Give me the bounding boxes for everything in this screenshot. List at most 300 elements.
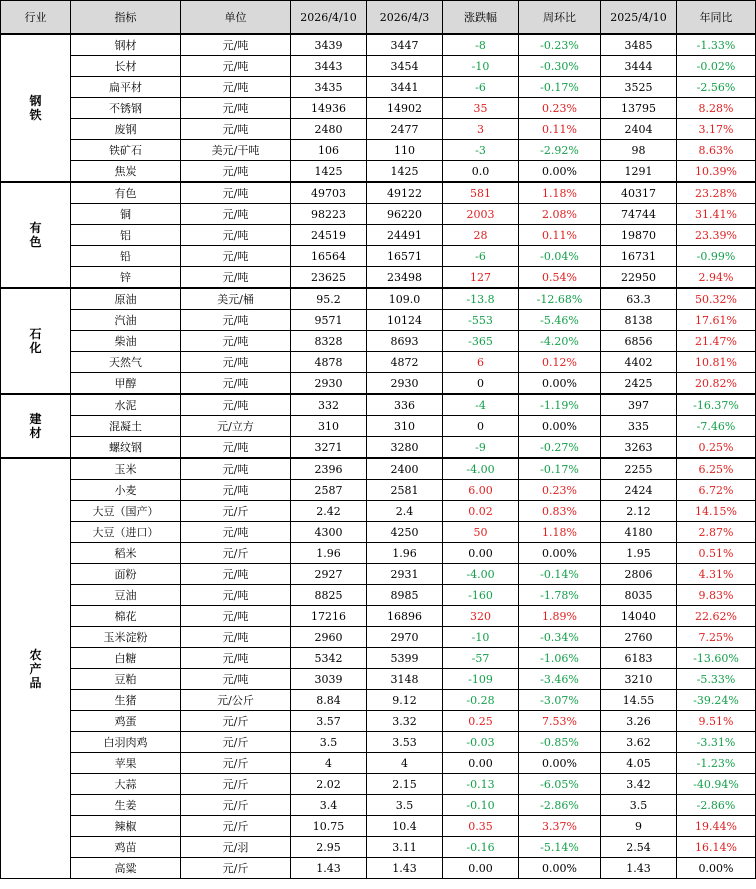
yoy-cell: 0.25% (677, 437, 756, 459)
change-cell: 0.00 (443, 753, 519, 774)
last-year-value-cell: 4402 (601, 352, 677, 373)
current-value-cell: 10.75 (291, 816, 367, 837)
header-indicator: 指标 (71, 1, 181, 35)
yoy-cell: 9.83% (677, 585, 756, 606)
wow-cell: -0.04% (519, 246, 601, 267)
current-value-cell: 4300 (291, 522, 367, 543)
indicator-cell: 锌 (71, 267, 181, 289)
indicator-cell: 有色 (71, 182, 181, 204)
wow-cell: -2.92% (519, 140, 601, 161)
current-value-cell: 2960 (291, 627, 367, 648)
indicator-cell: 生姜 (71, 795, 181, 816)
previous-value-cell: 5399 (367, 648, 443, 669)
indicator-cell: 铁矿石 (71, 140, 181, 161)
indicator-cell: 稻米 (71, 543, 181, 564)
unit-cell: 元/斤 (181, 858, 291, 879)
yoy-cell: 6.25% (677, 458, 756, 480)
wow-cell: -12.68% (519, 288, 601, 310)
yoy-cell: -2.86% (677, 795, 756, 816)
table-row (1, 669, 756, 690)
unit-cell: 元/斤 (181, 816, 291, 837)
table-row (1, 774, 756, 795)
last-year-value-cell: 8035 (601, 585, 677, 606)
change-cell: -3 (443, 140, 519, 161)
previous-value-cell: 3441 (367, 77, 443, 98)
current-value-cell: 17216 (291, 606, 367, 627)
unit-cell: 元/吨 (181, 627, 291, 648)
table-row (1, 480, 756, 501)
table-row (1, 77, 756, 98)
change-cell: 0.00 (443, 543, 519, 564)
unit-cell: 元/吨 (181, 246, 291, 267)
table-row (1, 837, 756, 858)
header-unit: 单位 (181, 1, 291, 35)
yoy-cell: 8.28% (677, 98, 756, 119)
table-row (1, 182, 756, 204)
indicator-cell: 玉米淀粉 (71, 627, 181, 648)
change-cell: 0.00 (443, 858, 519, 879)
unit-cell: 元/吨 (181, 225, 291, 246)
current-value-cell: 16564 (291, 246, 367, 267)
table-row (1, 246, 756, 267)
current-value-cell: 3435 (291, 77, 367, 98)
table-row (1, 458, 756, 480)
current-value-cell: 8328 (291, 331, 367, 352)
change-cell: -8 (443, 34, 519, 56)
change-cell: -4.00 (443, 458, 519, 480)
table-row (1, 585, 756, 606)
indicator-cell: 豆油 (71, 585, 181, 606)
industry-cell (1, 458, 71, 879)
indicator-cell: 白羽肉鸡 (71, 732, 181, 753)
wow-cell: 0.12% (519, 352, 601, 373)
yoy-cell: 50.32% (677, 288, 756, 310)
current-value-cell: 2587 (291, 480, 367, 501)
wow-cell: -5.46% (519, 310, 601, 331)
yoy-cell: 23.28% (677, 182, 756, 204)
wow-cell: -3.07% (519, 690, 601, 711)
unit-cell: 元/吨 (181, 648, 291, 669)
previous-value-cell: 3.32 (367, 711, 443, 732)
change-cell: -0.03 (443, 732, 519, 753)
last-year-value-cell: 9 (601, 816, 677, 837)
unit-cell: 元/吨 (181, 480, 291, 501)
current-value-cell: 98223 (291, 204, 367, 225)
yoy-cell: -39.24% (677, 690, 756, 711)
yoy-cell: 17.61% (677, 310, 756, 331)
last-year-value-cell: 19870 (601, 225, 677, 246)
table-row (1, 690, 756, 711)
change-cell: 0.02 (443, 501, 519, 522)
yoy-cell: -0.02% (677, 56, 756, 77)
last-year-value-cell: 3.26 (601, 711, 677, 732)
previous-value-cell: 110 (367, 140, 443, 161)
yoy-cell: 16.14% (677, 837, 756, 858)
last-year-value-cell: 98 (601, 140, 677, 161)
yoy-cell: 9.51% (677, 711, 756, 732)
table-row (1, 732, 756, 753)
table-row (1, 267, 756, 289)
change-cell: -6 (443, 246, 519, 267)
indicator-cell: 白糖 (71, 648, 181, 669)
previous-value-cell: 1425 (367, 161, 443, 183)
change-cell: -4.00 (443, 564, 519, 585)
wow-cell: -1.78% (519, 585, 601, 606)
previous-value-cell: 2970 (367, 627, 443, 648)
wow-cell: 0.00% (519, 543, 601, 564)
current-value-cell: 4878 (291, 352, 367, 373)
indicator-cell: 螺纹钢 (71, 437, 181, 459)
current-value-cell: 24519 (291, 225, 367, 246)
wow-cell: -0.14% (519, 564, 601, 585)
table-row (1, 606, 756, 627)
last-year-value-cell: 8138 (601, 310, 677, 331)
previous-value-cell: 4250 (367, 522, 443, 543)
table-row (1, 816, 756, 837)
wow-cell: -0.85% (519, 732, 601, 753)
current-value-cell: 5342 (291, 648, 367, 669)
last-year-value-cell: 335 (601, 416, 677, 437)
indicator-cell: 钢材 (71, 34, 181, 56)
last-year-value-cell: 2.12 (601, 501, 677, 522)
industry-cell (1, 394, 71, 458)
last-year-value-cell: 14.55 (601, 690, 677, 711)
yoy-cell: 23.39% (677, 225, 756, 246)
change-cell: 0.0 (443, 161, 519, 183)
last-year-value-cell: 2425 (601, 373, 677, 395)
table-row (1, 711, 756, 732)
indicator-cell: 混凝土 (71, 416, 181, 437)
table-row (1, 795, 756, 816)
yoy-cell: -13.60% (677, 648, 756, 669)
header-industry: 行业 (1, 1, 71, 35)
current-value-cell: 106 (291, 140, 367, 161)
table-row (1, 394, 756, 416)
header-last-year: 2025/4/10 (601, 1, 677, 35)
current-value-cell: 332 (291, 394, 367, 416)
indicator-cell: 生猪 (71, 690, 181, 711)
yoy-cell: 8.63% (677, 140, 756, 161)
last-year-value-cell: 2404 (601, 119, 677, 140)
unit-cell: 元/吨 (181, 98, 291, 119)
table-row (1, 501, 756, 522)
table-row (1, 56, 756, 77)
last-year-value-cell: 2760 (601, 627, 677, 648)
current-value-cell: 3.5 (291, 732, 367, 753)
previous-value-cell: 310 (367, 416, 443, 437)
indicator-cell: 不锈钢 (71, 98, 181, 119)
yoy-cell: 0.00% (677, 858, 756, 879)
last-year-value-cell: 3444 (601, 56, 677, 77)
change-cell: 0.35 (443, 816, 519, 837)
current-value-cell: 3439 (291, 34, 367, 56)
wow-cell: 0.23% (519, 480, 601, 501)
previous-value-cell: 2.4 (367, 501, 443, 522)
previous-value-cell: 96220 (367, 204, 443, 225)
last-year-value-cell: 13795 (601, 98, 677, 119)
last-year-value-cell: 4.05 (601, 753, 677, 774)
last-year-value-cell: 22950 (601, 267, 677, 289)
indicator-cell: 水泥 (71, 394, 181, 416)
previous-value-cell: 3280 (367, 437, 443, 459)
change-cell: -365 (443, 331, 519, 352)
last-year-value-cell: 2255 (601, 458, 677, 480)
last-year-value-cell: 3210 (601, 669, 677, 690)
previous-value-cell: 3.5 (367, 795, 443, 816)
change-cell: -9 (443, 437, 519, 459)
wow-cell: -5.14% (519, 837, 601, 858)
table-row (1, 98, 756, 119)
wow-cell: 0.00% (519, 373, 601, 395)
current-value-cell: 1425 (291, 161, 367, 183)
yoy-cell: 21.47% (677, 331, 756, 352)
header-row (1, 1, 756, 35)
industry-cell (1, 34, 71, 182)
wow-cell: 7.53% (519, 711, 601, 732)
current-value-cell: 3271 (291, 437, 367, 459)
change-cell: 50 (443, 522, 519, 543)
yoy-cell: -7.46% (677, 416, 756, 437)
last-year-value-cell: 3263 (601, 437, 677, 459)
current-value-cell: 1.43 (291, 858, 367, 879)
unit-cell: 元/斤 (181, 753, 291, 774)
indicator-cell: 铜 (71, 204, 181, 225)
wow-cell: 0.83% (519, 501, 601, 522)
previous-value-cell: 2400 (367, 458, 443, 480)
yoy-cell: 19.44% (677, 816, 756, 837)
change-cell: -13.8 (443, 288, 519, 310)
table-row (1, 522, 756, 543)
indicator-cell: 大蒜 (71, 774, 181, 795)
change-cell: 127 (443, 267, 519, 289)
industry-label: 石化 (29, 327, 42, 355)
current-value-cell: 3443 (291, 56, 367, 77)
current-value-cell: 2.42 (291, 501, 367, 522)
unit-cell: 元/吨 (181, 373, 291, 395)
last-year-value-cell: 397 (601, 394, 677, 416)
header-previous: 2026/4/3 (367, 1, 443, 35)
table-row (1, 140, 756, 161)
change-cell: -0.16 (443, 837, 519, 858)
change-cell: 0 (443, 373, 519, 395)
industry-label: 有色 (29, 221, 42, 249)
indicator-cell: 豆粕 (71, 669, 181, 690)
industry-label: 建材 (29, 412, 42, 440)
wow-cell: 0.23% (519, 98, 601, 119)
last-year-value-cell: 16731 (601, 246, 677, 267)
current-value-cell: 2927 (291, 564, 367, 585)
yoy-cell: -0.99% (677, 246, 756, 267)
change-cell: 0 (443, 416, 519, 437)
wow-cell: -0.27% (519, 437, 601, 459)
change-cell: -0.10 (443, 795, 519, 816)
indicator-cell: 焦炭 (71, 161, 181, 183)
table-body (1, 34, 756, 879)
wow-cell: -6.05% (519, 774, 601, 795)
previous-value-cell: 109.0 (367, 288, 443, 310)
current-value-cell: 4 (291, 753, 367, 774)
yoy-cell: 3.17% (677, 119, 756, 140)
previous-value-cell: 2.15 (367, 774, 443, 795)
unit-cell: 元/吨 (181, 352, 291, 373)
current-value-cell: 23625 (291, 267, 367, 289)
indicator-cell: 原油 (71, 288, 181, 310)
change-cell: -10 (443, 56, 519, 77)
current-value-cell: 49703 (291, 182, 367, 204)
change-cell: 35 (443, 98, 519, 119)
wow-cell: 1.18% (519, 522, 601, 543)
previous-value-cell: 23498 (367, 267, 443, 289)
current-value-cell: 9571 (291, 310, 367, 331)
change-cell: -109 (443, 669, 519, 690)
table-row (1, 564, 756, 585)
unit-cell: 美元/干吨 (181, 140, 291, 161)
table-row (1, 858, 756, 879)
indicator-cell: 扁平材 (71, 77, 181, 98)
table-row (1, 373, 756, 395)
yoy-cell: -3.31% (677, 732, 756, 753)
wow-cell: -0.17% (519, 458, 601, 480)
table-row (1, 204, 756, 225)
indicator-cell: 长材 (71, 56, 181, 77)
unit-cell: 元/吨 (181, 310, 291, 331)
last-year-value-cell: 3525 (601, 77, 677, 98)
unit-cell: 元/吨 (181, 437, 291, 459)
previous-value-cell: 3.53 (367, 732, 443, 753)
unit-cell: 元/吨 (181, 669, 291, 690)
wow-cell: 0.00% (519, 858, 601, 879)
table-row (1, 225, 756, 246)
change-cell: 2003 (443, 204, 519, 225)
indicator-cell: 汽油 (71, 310, 181, 331)
unit-cell: 元/斤 (181, 501, 291, 522)
current-value-cell: 14936 (291, 98, 367, 119)
previous-value-cell: 9.12 (367, 690, 443, 711)
previous-value-cell: 2477 (367, 119, 443, 140)
industry-cell (1, 288, 71, 394)
industry-cell (1, 182, 71, 288)
previous-value-cell: 16571 (367, 246, 443, 267)
current-value-cell: 8.84 (291, 690, 367, 711)
yoy-cell: -16.37% (677, 394, 756, 416)
previous-value-cell: 1.43 (367, 858, 443, 879)
previous-value-cell: 49122 (367, 182, 443, 204)
current-value-cell: 2930 (291, 373, 367, 395)
wow-cell: 0.11% (519, 225, 601, 246)
indicator-cell: 高粱 (71, 858, 181, 879)
indicator-cell: 大豆（国产） (71, 501, 181, 522)
current-value-cell: 2.95 (291, 837, 367, 858)
previous-value-cell: 3447 (367, 34, 443, 56)
change-cell: 6.00 (443, 480, 519, 501)
last-year-value-cell: 6856 (601, 331, 677, 352)
previous-value-cell: 2930 (367, 373, 443, 395)
yoy-cell: 22.62% (677, 606, 756, 627)
table-row (1, 543, 756, 564)
unit-cell: 元/吨 (181, 34, 291, 56)
wow-cell: 1.89% (519, 606, 601, 627)
last-year-value-cell: 1.43 (601, 858, 677, 879)
wow-cell: -3.46% (519, 669, 601, 690)
current-value-cell: 2480 (291, 119, 367, 140)
last-year-value-cell: 3.42 (601, 774, 677, 795)
indicator-cell: 铅 (71, 246, 181, 267)
table-row (1, 416, 756, 437)
unit-cell: 元/吨 (181, 585, 291, 606)
previous-value-cell: 2581 (367, 480, 443, 501)
change-cell: -553 (443, 310, 519, 331)
last-year-value-cell: 14040 (601, 606, 677, 627)
wow-cell: 1.18% (519, 182, 601, 204)
last-year-value-cell: 1291 (601, 161, 677, 183)
last-year-value-cell: 3.5 (601, 795, 677, 816)
yoy-cell: 0.51% (677, 543, 756, 564)
indicator-cell: 棉花 (71, 606, 181, 627)
unit-cell: 元/吨 (181, 458, 291, 480)
yoy-cell: 20.82% (677, 373, 756, 395)
previous-value-cell: 3.11 (367, 837, 443, 858)
change-cell: -4 (443, 394, 519, 416)
indicator-cell: 天然气 (71, 352, 181, 373)
change-cell: 6 (443, 352, 519, 373)
unit-cell: 元/吨 (181, 606, 291, 627)
previous-value-cell: 336 (367, 394, 443, 416)
unit-cell: 元/立方 (181, 416, 291, 437)
yoy-cell: 7.25% (677, 627, 756, 648)
change-cell: 0.25 (443, 711, 519, 732)
change-cell: -10 (443, 627, 519, 648)
unit-cell: 元/斤 (181, 795, 291, 816)
last-year-value-cell: 2.54 (601, 837, 677, 858)
yoy-cell: 2.87% (677, 522, 756, 543)
change-cell: 3 (443, 119, 519, 140)
change-cell: -0.28 (443, 690, 519, 711)
previous-value-cell: 24491 (367, 225, 443, 246)
indicator-cell: 甲醇 (71, 373, 181, 395)
wow-cell: 3.37% (519, 816, 601, 837)
unit-cell: 元/羽 (181, 837, 291, 858)
wow-cell: 0.54% (519, 267, 601, 289)
previous-value-cell: 14902 (367, 98, 443, 119)
wow-cell: 0.11% (519, 119, 601, 140)
yoy-cell: -1.33% (677, 34, 756, 56)
wow-cell: 0.00% (519, 161, 601, 183)
unit-cell: 元/吨 (181, 77, 291, 98)
yoy-cell: 31.41% (677, 204, 756, 225)
wow-cell: 0.00% (519, 753, 601, 774)
yoy-cell: -1.23% (677, 753, 756, 774)
yoy-cell: 14.15% (677, 501, 756, 522)
change-cell: 320 (443, 606, 519, 627)
wow-cell: -2.86% (519, 795, 601, 816)
previous-value-cell: 10.4 (367, 816, 443, 837)
current-value-cell: 95.2 (291, 288, 367, 310)
table-row (1, 34, 756, 56)
previous-value-cell: 4 (367, 753, 443, 774)
current-value-cell: 310 (291, 416, 367, 437)
yoy-cell: 6.72% (677, 480, 756, 501)
previous-value-cell: 2931 (367, 564, 443, 585)
yoy-cell: -2.56% (677, 77, 756, 98)
indicator-cell: 面粉 (71, 564, 181, 585)
table-row (1, 310, 756, 331)
unit-cell: 元/吨 (181, 182, 291, 204)
previous-value-cell: 8985 (367, 585, 443, 606)
yoy-cell: 10.39% (677, 161, 756, 183)
last-year-value-cell: 2806 (601, 564, 677, 585)
current-value-cell: 2396 (291, 458, 367, 480)
wow-cell: -1.19% (519, 394, 601, 416)
